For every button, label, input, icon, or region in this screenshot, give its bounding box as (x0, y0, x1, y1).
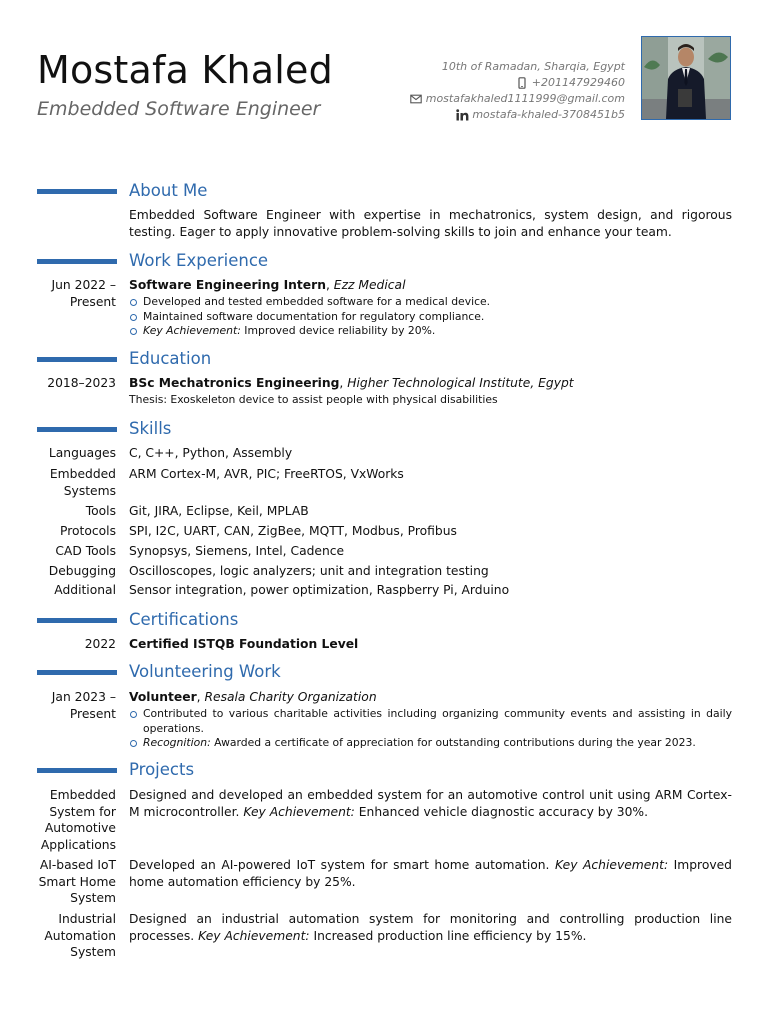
project-text: Developed an AI-powered IoT system for smart home automation. (129, 858, 550, 872)
section-bar (37, 768, 117, 773)
skill-value: Oscilloscopes, logic analyzers; unit and integration testing (129, 564, 489, 578)
item-text: Improved device reliability by 20%. (240, 324, 436, 337)
school: Higher Technological Institute, Egypt (347, 376, 574, 390)
project-text: Designed an industrial automation system for monitoring and controlling production line processes. (129, 912, 732, 943)
section-title-education: Education (129, 349, 212, 368)
skill-value: Sensor integration, power optimization, Raspberry Pi, Arduino (129, 583, 510, 597)
project-label: Industrial Automation System (44, 912, 116, 959)
section-bar (37, 259, 117, 264)
skill-value: SPI, I2C, UART, CAN, ZigBee, MQTT, Modbus, Profibus (129, 524, 457, 538)
volunteering-list (129, 707, 732, 751)
experience-date (52, 277, 116, 310)
section-bar (37, 189, 117, 194)
certification-date: 2022 (84, 637, 116, 651)
degree: BSc Mechatronics Engineering (129, 376, 340, 390)
skill-label: Protocols (60, 524, 116, 538)
key-label: Key Achievement: (243, 804, 355, 819)
list-item (129, 295, 732, 310)
section-bar (37, 618, 117, 623)
key-text: Increased production line efficiency by 15%. (309, 928, 587, 943)
item-prefix: Key Achievement: (143, 324, 241, 337)
section-title-skills: Skills (129, 419, 172, 438)
date-end: Present (69, 294, 116, 309)
key-label: Key Achievement: (555, 858, 669, 872)
section-title-about: About Me (129, 181, 208, 200)
about-text: Embedded Software Engineer with expertise in mechatronics, system design, and rigorous testing. Eager to apply innovative problem-solving skills to join and enhance your team. (129, 208, 732, 239)
item-text: Developed and tested embedded software for a medical device. (143, 295, 491, 308)
project-description (129, 787, 732, 820)
candidate-name: Mostafa Khaled (37, 48, 333, 92)
skill-label: Debugging (48, 564, 116, 578)
item-text: Contributed to various charitable activities including organizing community events and assisting in daily operations. (143, 707, 732, 735)
phone-text: +201147929460 (531, 76, 625, 89)
key-text: Enhanced vehicle diagnostic accuracy by 30%. (354, 804, 648, 819)
certification-name: Certified ISTQB Foundation Level (129, 637, 359, 651)
contact-email[interactable] (410, 91, 625, 107)
section-bar (37, 427, 117, 432)
list-item (129, 736, 732, 751)
date-end: Present (69, 706, 116, 721)
location-text: 10th of Ramadan, Sharqia, Egypt (441, 60, 625, 73)
section-title-projects: Projects (129, 760, 195, 779)
thesis: Thesis: Exoskeleton device to assist people with physical disabilities (129, 393, 498, 406)
section-title-volunteering: Volunteering Work (129, 662, 281, 681)
experience-heading: Software Engineering Intern, Ezz Medical (129, 278, 406, 292)
skill-label: Embedded Systems (49, 467, 116, 498)
contact-linkedin[interactable] (410, 107, 625, 123)
project-label: Embedded System for Automotive Applications (40, 788, 116, 852)
skill-value: ARM Cortex-M, AVR, PIC; FreeRTOS, VxWorks (129, 467, 404, 481)
contact-location (410, 59, 625, 75)
item-text: Awarded a certificate of appreciation for outstanding contributions during the year 2023. (210, 736, 696, 749)
date-start: Jun 2022 – (51, 278, 116, 292)
project-label: AI-based IoT Smart Home System (38, 858, 116, 905)
email-text: mostafakhaled1111999@gmail.com (425, 92, 625, 105)
contact-block (410, 59, 625, 123)
item-text: Maintained software documentation for regulatory compliance. (143, 309, 485, 323)
job-position: Software Engineering Intern (129, 278, 326, 292)
job-company: Ezz Medical (333, 278, 406, 292)
experience-list (129, 295, 732, 339)
item-prefix: Recognition: (143, 736, 211, 749)
skill-value: Git, JIRA, Eclipse, Keil, MPLAB (129, 504, 309, 518)
education-date: 2018–2023 (47, 376, 116, 390)
section-title-experience: Work Experience (129, 251, 269, 270)
section-title-certifications: Certifications (129, 610, 239, 629)
envelope-icon (410, 93, 422, 105)
project-description (129, 911, 732, 944)
education-heading: BSc Mechatronics Engineering, Higher Technological Institute, Egypt (129, 376, 574, 390)
volunteer-org: Resala Charity Organization (204, 690, 377, 704)
linkedin-text: mostafa-khaled-3708451b5 (472, 108, 625, 121)
contact-phone[interactable] (410, 75, 625, 91)
project-text: Designed and developed an embedded system for an automotive control unit using ARM Cortex-M microcontroller. (129, 788, 732, 819)
skill-label: Languages (48, 446, 116, 460)
skill-label: Additional (54, 583, 116, 597)
section-bar (37, 357, 117, 362)
volunteering-date (52, 689, 116, 722)
project-description (129, 857, 732, 890)
key-text: Improved home automation efficiency by 25%. (129, 858, 732, 889)
skill-value: C, C++, Python, Assembly (129, 446, 293, 460)
date-start: Jan 2023 – (51, 690, 116, 704)
list-item (129, 310, 732, 325)
volunteering-heading: Volunteer, Resala Charity Organization (129, 690, 377, 704)
skill-value: Synopsys, Siemens, Intel, Cadence (129, 544, 345, 558)
mobile-icon (516, 77, 528, 89)
skill-label: CAD Tools (55, 544, 116, 558)
key-label: Key Achievement: (198, 928, 310, 943)
profile-photo (641, 36, 731, 120)
list-item (129, 324, 732, 339)
section-bar (37, 670, 117, 675)
volunteer-position: Volunteer (129, 690, 197, 704)
candidate-role: Embedded Software Engineer (37, 98, 321, 120)
linkedin-icon (456, 109, 468, 121)
skill-label: Tools (85, 504, 116, 518)
list-item (129, 707, 732, 736)
